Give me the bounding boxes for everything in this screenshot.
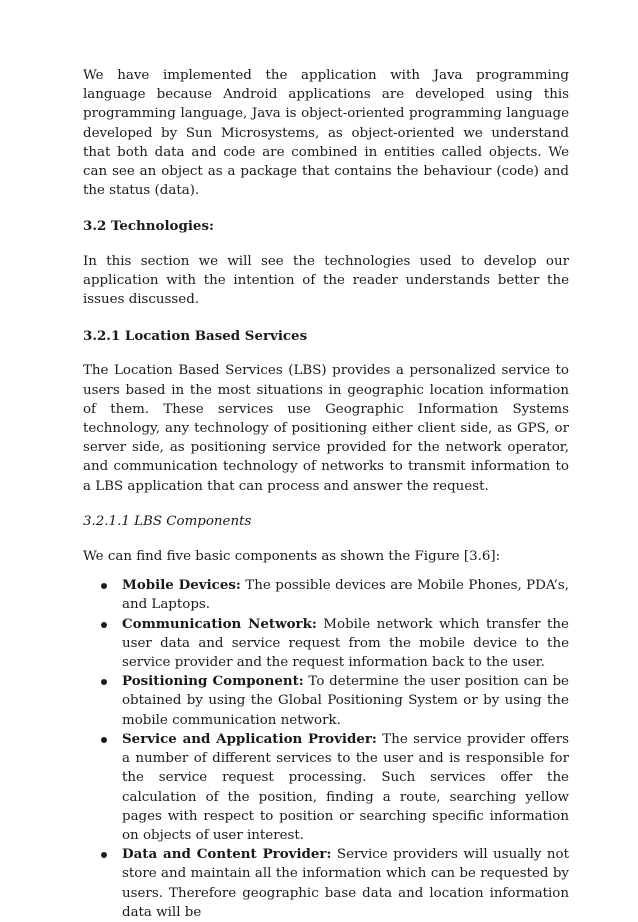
bullet-icon	[101, 583, 107, 589]
list-item	[83, 730, 569, 845]
technologies-paragraph: In this section we will see the technologies used to develop our application with the intention of the reader understands better the issues discussed.	[83, 253, 569, 308]
components-list	[83, 576, 569, 922]
component-description: The possible devices are Mobile Phones, PDA’s, and Laptops.	[122, 578, 569, 613]
bullet-icon	[101, 679, 107, 685]
component-term: Data and Content Provider:	[122, 846, 332, 863]
component-description: Mobile network which transfer the user data and service request from the mobile device to the service provider and the request information back to the user.	[122, 616, 569, 671]
list-item	[83, 615, 569, 673]
component-description: The service provider offers a number of different services to the user and is responsible for the service request processing. Such services offer the calculation of the position, finding a route, searching yellow pages with respect to position or searching specific information on objects of user interest.	[122, 731, 569, 843]
section-heading: 3.2 Technologies:	[83, 218, 214, 235]
component-term: Service and Application Provider:	[122, 730, 377, 747]
bullet-icon	[101, 622, 107, 628]
subsection-heading: 3.2.1 Location Based Services	[83, 328, 308, 345]
component-term: Mobile Devices:	[122, 577, 241, 594]
bullet-icon	[101, 852, 107, 858]
components-paragraph: We can find five basic components as shown the Figure [3.6]:	[83, 549, 501, 565]
component-term: Communication Network:	[122, 615, 317, 632]
intro-paragraph: We have implemented the application with Java programming language because Android applications are developed using this programming language, Java is object-oriented programming language developed by Sun Microsystems, as object-oriented we understand that both data and code are combined in entities called objects. We can see an object as a package that contains the behaviour (code) and the status (data).	[83, 68, 569, 199]
component-description: To determine the user position can be obtained by using the Global Positioning System or by using the mobile communication network.	[122, 674, 569, 728]
subsubsection-heading: 3.2.1.1 LBS Components	[83, 513, 252, 529]
document-body	[83, 66, 569, 922]
component-term: Positioning Component:	[122, 673, 304, 690]
bullet-icon	[101, 737, 107, 743]
list-item	[83, 845, 569, 922]
list-item	[83, 672, 569, 730]
lbs-paragraph: The Location Based Services (LBS) provides a personalized service to users based in the most situations in geographic location information of them. These services use Geographic Information Systems technology, any technology of positioning either client side, as GPS, or server side, as positioning service provided for the network operator, and communication technology of networks to transmit information to a LBS application that can process and answer the request.	[83, 363, 569, 494]
list-item	[83, 576, 569, 614]
component-description: Service providers will usually not store and maintain all the information which can be requested by users. Therefore geographic base data and location information data will be	[122, 847, 569, 920]
